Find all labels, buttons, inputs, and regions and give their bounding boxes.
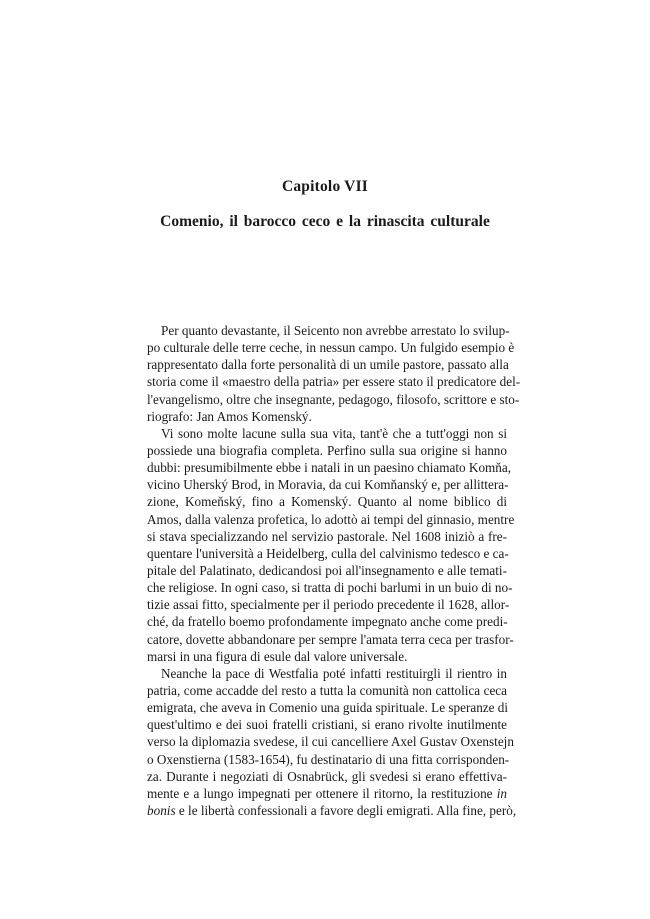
text-line: Per quanto devastante, il Seicento non avrebbe arrestato lo svilup- <box>161 323 510 338</box>
text-line: rappresentato dalla forte personalità di un umile pastore, passato alla <box>147 357 509 373</box>
text-line: tizie assai fitto, specialmente per il periodo precedente il 1628, allor- <box>147 597 510 613</box>
text-line: marsi in una figura di esule dal valore universale. <box>147 648 408 664</box>
text-line: possiede una biografia completa. Perfino sulla sua origine si hanno <box>147 442 507 458</box>
text-line: quentare l'università a Heidelberg, culla del calvinismo tedesco e ca- <box>147 545 509 561</box>
text-line: o Oxenstierna (1583-1654), fu destinatario di una fitta corrisponden- <box>147 751 510 767</box>
text-line: verso la diplomazia svedese, il cui cancelliere Axel Gustav Oxenstejn <box>147 734 514 750</box>
text-line: patria, come accadde del resto a tutta la comunità non cattolica ceca <box>147 682 507 698</box>
text-line: catore, dovette abbandonare per sempre l'amata terra ceca per trasfor- <box>147 631 514 647</box>
text-line: po culturale delle terre ceche, in nessun campo. Un fulgido esempio è <box>147 340 515 356</box>
text-line: emigrata, che aveva in Comenio una guida spirituale. Le speranze di <box>147 700 509 716</box>
text-line <box>147 785 507 802</box>
text-line: si stava specializzando nel servizio pastorale. Nel 1608 iniziò a fre- <box>147 528 507 544</box>
text-line: ché, da fratello boemo profondamente impegnato anche come predi- <box>147 614 508 630</box>
text-line: vicino Uherský Brod, in Moravia, da cui Komňanský e, per allittera- <box>147 477 509 493</box>
text-line: l'evangelismo, oltre che insegnante, pedagogo, filosofo, scrittore e sto- <box>147 391 520 407</box>
text-line: dubbi: presumibilmente ebbe i natali in un paesino chiamato Komňa, <box>147 460 512 476</box>
text-line: za. Durante i negoziati di Osnabrück, gli svedesi si erano effettiva- <box>147 768 507 784</box>
body-text <box>147 322 521 819</box>
italic-term: in <box>496 785 507 801</box>
text-fragment: mente e a lungo impegnati per ottenere il ritorno, la restituzione <box>147 785 493 801</box>
text-line: che religiose. In ogni caso, si tratta di pochi barlumi in un buio di no- <box>147 580 513 596</box>
text-line <box>147 802 517 819</box>
text-line: quest'ultimo e dei suoi fratelli cristiani, si erano rivolte inutilmente <box>147 717 507 733</box>
text-line: Vi sono molte lacune sulla sua vita, tant'è che a tutt'oggi non si <box>161 425 507 441</box>
text-line: Neanche la pace di Westfalia poté infatti restituirgli il rientro in <box>161 665 507 681</box>
chapter-number: Capitolo VII <box>281 178 369 195</box>
text-line: storia come il «maestro della patria» per essere stato il predicatore del- <box>147 374 521 390</box>
text-line: zione, Komeňský, fino a Komenský. Quanto al nome biblico di <box>147 494 507 510</box>
text-line: pitale del Palatinato, dedicandosi poi all'insegnamento e alle temati- <box>147 562 507 578</box>
italic-term: bonis <box>147 802 176 818</box>
chapter-title: Comenio, il barocco ceco e la rinascita culturale <box>160 213 490 230</box>
text-line: Amos, dalla valenza profetica, lo adottò ai tempi del ginnasio, mentre <box>147 511 515 527</box>
text-line: riografo: Jan Amos Komenský. <box>147 408 312 424</box>
text-fragment: e le libertà confessionali a favore degli emigrati. Alla fine, però, <box>178 802 517 818</box>
